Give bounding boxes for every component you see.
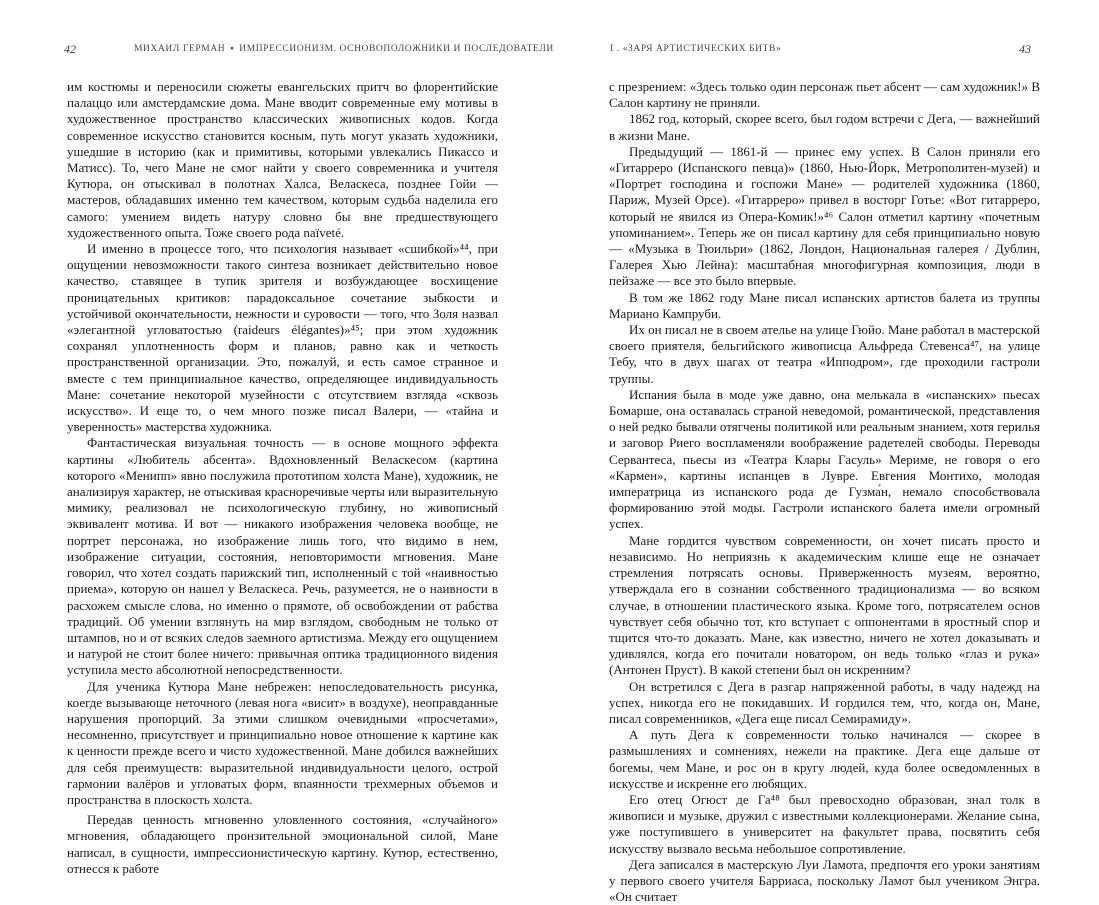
- running-head-title: ИМПРЕССИОНИЗМ. ОСНОВОПОЛОЖНИКИ И ПОСЛЕДОВАТЕЛИ: [239, 44, 554, 54]
- paragraph: 1862 год, который, скорее всего, был годом встречи с Дега, — важнейший в жизни Мане.: [609, 111, 1040, 143]
- paragraph: А путь Дега к современности только начинался — скорее в размышлениях и сомнениях, нежели на практике. Дега еще дальше от богемы, чем Мане, и рос он в кругу людей, куда более осведомленных в искусстве и искренне его любящих.: [609, 727, 1040, 791]
- paragraph: И именно в процессе того, что психология называет «сшибкой»⁴⁴, при ощущении невозможности такого синтеза возникает действительно новое качество, ставящее в тупик зрителя и возбуждающее восхищение проницательных критиков: парадоксальное сочетание зыбкости и устойчивой окончательности, нежности и суровости — того, что Золя назвал «элегантной угловатостью (raideurs élégantes)»⁴⁵; при этом художник сохранял уплотненность форм и планов, равно как и четкость пространственной организации. Это, пожалуй, и есть самое странное и вместе с тем принципиальное качество, определяющее индивидуальность Мане: сочетание некоторой музейности с отсутствием взгляда «сквозь искусство». И еще то, о чем много позже писал Валери, — «тайна и уверенность» мастерства художника.: [67, 241, 498, 435]
- right-page: [549, 0, 1098, 905]
- page-number: 42: [64, 42, 76, 56]
- page-number: 43: [1019, 42, 1031, 56]
- running-head: [610, 44, 781, 54]
- paragraph: Дега записался в мастерскую Луи Ламота, предпочтя его уроки занятиям у первого своего учителя Барриаса, поскольку Ламот был учеником Энгра. «Он считает: [609, 856, 1040, 905]
- page-body: [609, 79, 1040, 905]
- paragraph: Фантастическая визуальная точность — в основе мощного эффекта картины «Любитель абсента». Вдохновленный Веласкесом (картина которого «Менипп» явно послужила прототипом холста Мане), художник, не анализируя характер, не отыскивая красноречивые черты или выразительную мимику, реализовал не психологическую глубину, но живописный эквивалент мотива. И вот — никакого изображения человека вообще, не портрет персонажа, но изображение лишь того, что видимо в нем, изображение ситуации, состояния, неповторимости мгновения. Мане говорил, что хотел создать парижский тип, исполненный с той «наивностью приема», которую он нашел у Веласкеса. Речь, разумеется, не о наивности в расхожем смысле слова, но именно о прямоте, об освобождении от рабства традиций. Об умении взглянуть на мир взглядом, свободным не только от штампов, но и от всяких следов заемного артистизма. Между его ощущением и натурой не стоит более ничего: привычная оптика традиционного видения уступила место абсолютной непосредственности.: [67, 435, 498, 678]
- running-head-author: МИХАИЛ ГЕРМАН: [134, 44, 226, 54]
- paragraph: Передав ценность мгновенно уловленного состояния, «случайного» мгновения, обладающего пронзительной эмоциональной силой, Мане написал, в сущности, импрессионистическую картину. Кутюр, естественно, отнесся к работе: [67, 812, 498, 876]
- running-head: [134, 44, 554, 54]
- paragraph: Он встретился с Дега в разгар напряженной работы, в чаду надежд на успех, никогда его не покидавших. И гордился тем, что, когда он, Мане, писал современников, «Дега еще писал Семирамиду».: [609, 678, 1040, 726]
- paragraph: Их он писал не в своем ателье на улице Гюйо. Мане работал в мастерской своего приятеля, бельгийского живописца Альфреда Стевенса⁴⁷, на улице Тебу, что в двух шагах от театра «Ипподром», где проходили гастроли труппы.: [609, 322, 1040, 386]
- paragraph: Мане гордится чувством современности, он хочет писать просто и независимо. Но неприязнь к академическим клише еще не означает стремления потрясать основы. Приверженность музеям, вероятно, утверждала его в сознании собственного традиционализма — во всяком случае, в отношении пластического языка. Кроме того, потрясателем основ чувствует себя обычно тот, кто вступает с оппонентами в яростный спор и тщится что-то доказать. Мане, как известно, ничего не хотел доказывать и удивлялся, когда его почитали новатором, он ведь только «глаз и рука» (Антонен Пруст). В какой степени был он искренним?: [609, 532, 1040, 678]
- paragraph: им костюмы и переносили сюжеты евангельских притч во флорентийские палаццо или амстердамские дома. Мане вводит современные ему мотивы в художественное пространство классических живописных кодов. Когда современное искусство становится косным, путь могут указать художники, ушедшие в историю (как и примитивы, которыми увлекались Пикассо и Матисс). То, чего Мане не смог найти у своего современника и учителя Кутюра, он отыскивал в полотнах Халса, Веласкеса, позднее Гойи — мастеров, обладавших именно тем качеством, которым судьба наделила его самого: умением видеть натуру словно бы вне предшествующего художественного опыта. Тоже своего рода naïveté.: [67, 79, 498, 240]
- paragraph: Для ученика Кутюра Мане небрежен: непоследовательность рисунка, коегде вызывающе неточного (левая нога «висит» в воздухе), неоправданные нарушения пропорций. За этими слишком очевидными «просчетами», несомненно, присутствует и принципиально новое отношение к картине как к ценности прежде всего и чисто художественной. Мане добился важнейших для себя преимуществ: выразительной индивидуальности целого, острой гармонии валёров и угловатых форм, впаянности трехмерных объемов и пространства в плоскость холста.: [67, 678, 498, 807]
- paragraph: В том же 1862 году Мане писал испанских артистов балета из труппы Мариано Кампруби.: [609, 289, 1040, 321]
- paragraph: с презрением: «Здесь только один персонаж пьет абсент — сам художник!» В Салон картину не приняли.: [609, 79, 1040, 111]
- paragraph: Испания была в моде уже давно, она мелькала в «испанских» пьесах Бомарше, она оставалась страной неведомой, романтической, представления о ней редко бывали отягчены политикой или реальным знанием, хотя герилья и заговор Риего воспламеняли воображение радетелей свободы. Переводы Сервантеса, пьесы из «Театра Клары Гасуль» Мериме, не говоря о его «Кармен», картины испанцев в Лувре. Евгения Монтихо, молодая императрица из испанского рода де Гузма́н, немало способствовала формированию этой моды. Гастроли испанского балета имели огромный успех.: [609, 386, 1040, 532]
- paragraph: Предыдущий — 1861-й — принес ему успех. В Салон приняли его «Гитарреро (Испанского певца)» (1860, Нью-Йорк, Метрополитен-музей) и «Портрет господина и госпожи Мане» — родителей художника (1860, Париж, Музей Орсе). «Гитарреро» привел в восторг Готье: «Вот гитарреро, который не явился из Опера-Комик!»⁴⁶ Салон отметил картину «почетным упоминанием». Теперь же он писал картину для себя принципиально новую — «Музыка в Тюильри» (1862, Лондон, Национальная галерея / Дублин, Галерея Хью Лейна): масштабная многофигурная композиция, люди в пейзаже — все это было впервые.: [609, 143, 1040, 289]
- page-body: [67, 79, 498, 877]
- running-head-chapter: I . «ЗАРЯ АРТИСТИЧЕСКИХ БИТВ»: [610, 44, 782, 54]
- running-head-separator: ▪: [230, 44, 235, 54]
- left-page: [0, 0, 554, 876]
- paragraph: Его отец Огюст де Га⁴⁸ был превосходно образован, знал толк в живописи и музыке, дружил с известными коллекционерами. Желание сына, уже поступившего в университет на факультет права, посвятить себя искусству вызвало весьма небольшое сопротивление.: [609, 791, 1040, 856]
